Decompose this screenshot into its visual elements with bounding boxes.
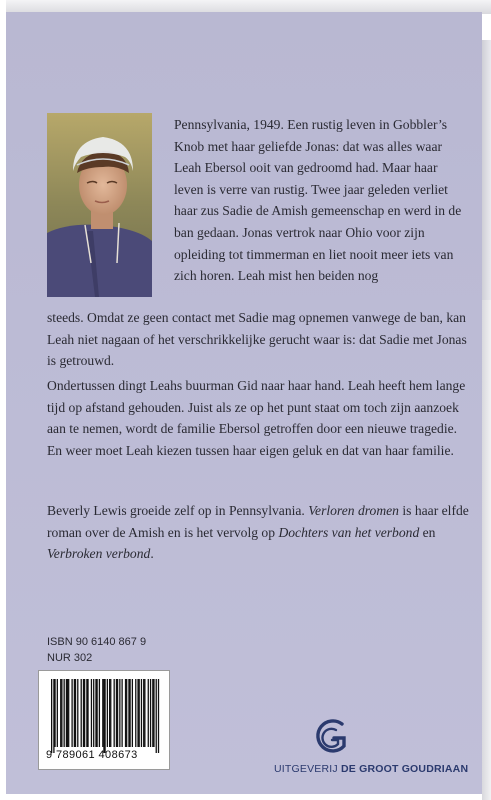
barcode-bar [75, 679, 76, 747]
author-note-text-1: Beverly Lewis groeide zelf op in Pennsylvania. [47, 503, 309, 518]
barcode-bar [110, 679, 111, 747]
barcode-bar [60, 679, 61, 747]
barcode-bar [109, 679, 110, 747]
publisher-prefix: UITGEVERIJ [274, 763, 341, 775]
barcode-bar [152, 679, 153, 747]
barcode-bar [114, 679, 115, 747]
barcode-bar [132, 679, 133, 747]
nur-code: NUR 302 [47, 652, 93, 664]
barcode-bar [57, 679, 58, 747]
barcode-bar [84, 679, 85, 747]
blurb-paragraph-1-cont: steeds. Omdat ze geen contact met Sadie mag opnemen vanwege de ban, kan Leah niet nagaan of het verschrikkelijke gerucht waar is: dat Sadie met Jonas is getrouwd. [47, 310, 467, 369]
page-edge-lower [482, 300, 491, 800]
blurb-paragraph-1: Pennsylvania, 1949. Een rustig leven in Gobbler’s Knob met haar geliefde Jonas: dat was alles waar Leah Ebersol ooit van gedroomd had. Maar haar leven is verre van rustig. Twee jaar geleden verliet haar zus Sadie de Amish gemeenschap en werd in de ban gedaan. Jonas vertrok naar Ohio voor zijn opleiding tot timmerman en liet nooit meer iets van zich horen. Leah mist hen beiden nog [174, 117, 462, 284]
barcode-bar [139, 679, 140, 747]
barcode-bar [141, 679, 142, 747]
barcode-bar [77, 679, 78, 747]
author-note-text-2: is haar elfde roman over de Amish en is het vervolg op [47, 503, 469, 540]
barcode-bar [148, 679, 149, 747]
barcode-bar [54, 679, 55, 747]
barcode-bar [158, 679, 159, 753]
book-title-verbroken: Verbroken verbond [47, 546, 151, 562]
barcode-bar [71, 679, 72, 747]
book-title-dochters: Dochters van het verbond [278, 524, 420, 540]
isbn-number: ISBN 90 6140 867 9 [47, 636, 147, 648]
barcode-bar [125, 679, 126, 747]
barcode-bar [117, 679, 118, 747]
barcode-bar [91, 679, 92, 747]
barcode-bar [104, 679, 105, 753]
barcode-bar [102, 679, 103, 747]
barcode-bar [143, 679, 144, 747]
barcode-bar [126, 679, 127, 747]
barcode-bar [86, 679, 87, 747]
barcode-bar [153, 679, 154, 747]
barcode-bar [93, 679, 94, 747]
cover-photo [47, 113, 152, 297]
barcode-bar [67, 679, 68, 747]
barcode-bar [61, 679, 62, 747]
amish-woman-photo [47, 113, 152, 297]
barcode-bar [53, 679, 54, 753]
barcode-bar [99, 679, 100, 747]
barcode-bar [95, 679, 96, 747]
barcode-bar [150, 679, 151, 747]
barcode-bar [87, 679, 88, 747]
barcode-bar [137, 679, 138, 747]
barcode-bar [156, 679, 157, 753]
barcode-bar [83, 679, 84, 747]
barcode-bar [135, 679, 136, 747]
barcode-bar [121, 679, 122, 747]
barcode-bar [64, 679, 65, 747]
publisher-logo-icon [308, 714, 356, 762]
author-note [47, 500, 472, 565]
barcode-bar [119, 679, 120, 747]
blurb-paragraph-2: Ondertussen dingt Leahs buurman Gid naar haar hand. Leah heeft hem lange tijd op afstand gehouden. Juist als ze op het punt staat om toch zijn aanzoek aan te nemen, wordt de familie Ebersol getroffen door een nieuwe tragedie. En weer moet Leah kiezen tussen haar eigen geluk en dat van haar familie. [47, 378, 466, 458]
barcode-bar [81, 679, 82, 747]
book-title-verloren-dromen: Verloren dromen [308, 503, 399, 518]
barcode-bar [116, 679, 117, 747]
barcode-number: 9 789061 408673 [46, 749, 138, 761]
barcode-bar [51, 679, 52, 753]
barcode-bar [74, 679, 75, 747]
isbn-block [47, 634, 247, 666]
barcode-bar [107, 679, 108, 747]
author-note-text-3: en [419, 524, 436, 540]
barcode-bar [144, 679, 145, 747]
barcode-bar [128, 679, 129, 747]
publisher-name [274, 763, 474, 775]
barcode-bar [129, 679, 130, 747]
barcode-bar [68, 679, 69, 747]
barcode-bar [96, 679, 97, 747]
barcode-bar [103, 679, 104, 753]
publisher-main-name: DE GROOT GOUDRIAAN [340, 763, 469, 775]
barcode-bar [66, 679, 67, 747]
author-note-text-4: . [150, 546, 154, 562]
